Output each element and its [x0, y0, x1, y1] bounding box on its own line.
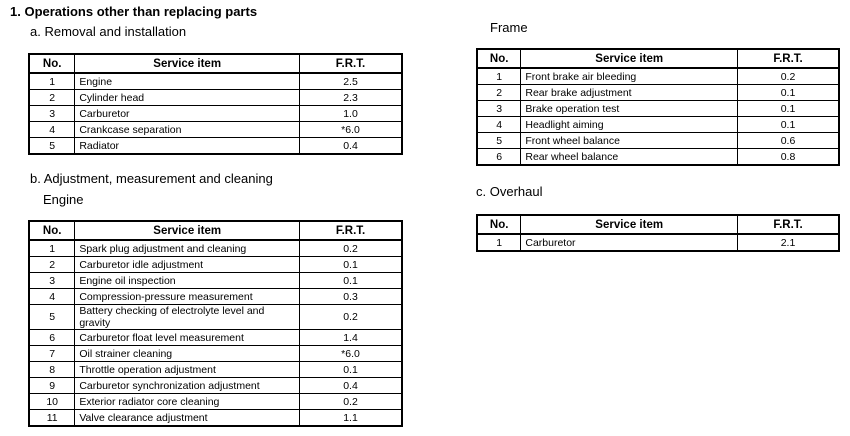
frt-value: 0.2: [738, 68, 839, 85]
row-number: 11: [29, 410, 75, 427]
frt-value: 2.5: [300, 73, 403, 90]
frt-value: 0.4: [300, 378, 402, 394]
column-header: Service item: [75, 221, 300, 240]
table-row: [477, 68, 839, 85]
row-number: 6: [29, 330, 75, 346]
row-number: 4: [477, 117, 521, 133]
service-item: Battery checking of electrolyte level and gravity: [75, 305, 300, 330]
table-row: [29, 257, 402, 273]
removal-table: [28, 53, 403, 155]
table-row: [477, 234, 839, 251]
row-number: 9: [29, 378, 75, 394]
column-header: Service item: [521, 49, 738, 68]
row-number: 8: [29, 362, 75, 378]
row-number: 1: [477, 234, 521, 251]
row-number: 1: [29, 240, 75, 257]
table-row: [29, 378, 402, 394]
table-row: [29, 394, 402, 410]
frt-value: 0.1: [300, 273, 402, 289]
service-item: Headlight aiming: [521, 117, 738, 133]
row-number: 2: [477, 85, 521, 101]
frt-value: 2.3: [300, 90, 403, 106]
table-row: [29, 90, 402, 106]
service-item: Cylinder head: [75, 90, 300, 106]
table-row: [29, 362, 402, 378]
column-header: F.R.T.: [300, 54, 403, 73]
table-row: [29, 73, 402, 90]
service-item: Radiator: [75, 138, 300, 155]
service-item: Front wheel balance: [521, 133, 738, 149]
frt-value: 0.2: [300, 305, 402, 330]
overhaul-table: [476, 214, 840, 252]
table-row: [29, 106, 402, 122]
service-item: Carburetor synchronization adjustment: [75, 378, 300, 394]
table-row: [29, 273, 402, 289]
frt-value: 0.8: [738, 149, 839, 166]
service-item: Carburetor float level measurement: [75, 330, 300, 346]
frt-value: 2.1: [738, 234, 839, 251]
engine-adjustment-table: [28, 220, 403, 427]
table-row: [477, 133, 839, 149]
frt-value: 0.1: [738, 101, 839, 117]
row-number: 3: [29, 106, 75, 122]
table-row: [29, 346, 402, 362]
section-heading: 1. Operations other than replacing parts: [10, 4, 258, 19]
frt-value: 0.4: [300, 138, 403, 155]
service-item: Brake operation test: [521, 101, 738, 117]
column-header: No.: [477, 49, 521, 68]
frt-value: 0.1: [300, 257, 402, 273]
service-item: Throttle operation adjustment: [75, 362, 300, 378]
row-number: 1: [29, 73, 75, 90]
table-row: [477, 85, 839, 101]
service-item: Rear wheel balance: [521, 149, 738, 166]
row-number: 5: [29, 305, 75, 330]
row-number: 5: [29, 138, 75, 155]
engine-subheading: Engine: [43, 192, 84, 207]
service-item: Valve clearance adjustment: [75, 410, 300, 427]
table-row: [477, 117, 839, 133]
table-header-row: [477, 215, 839, 234]
service-item: Engine oil inspection: [75, 273, 300, 289]
row-number: 10: [29, 394, 75, 410]
service-item: Carburetor idle adjustment: [75, 257, 300, 273]
frt-value: 0.2: [300, 240, 402, 257]
frt-value: *6.0: [300, 346, 402, 362]
table-header-row: [29, 221, 402, 240]
service-item: Rear brake adjustment: [521, 85, 738, 101]
column-header: No.: [477, 215, 521, 234]
frt-value: 1.1: [300, 410, 402, 427]
frame-table: [476, 48, 840, 166]
row-number: 2: [29, 90, 75, 106]
column-header: F.R.T.: [738, 49, 839, 68]
service-item: Oil strainer cleaning: [75, 346, 300, 362]
frt-value: *6.0: [300, 122, 403, 138]
service-item: Spark plug adjustment and cleaning: [75, 240, 300, 257]
table-row: [29, 289, 402, 305]
table-row: [477, 149, 839, 166]
frt-value: 1.4: [300, 330, 402, 346]
service-item: Crankcase separation: [75, 122, 300, 138]
table-row: [29, 330, 402, 346]
table-header-row: [29, 54, 402, 73]
row-number: 3: [477, 101, 521, 117]
table-row: [477, 101, 839, 117]
table-row: [29, 410, 402, 427]
service-item: Front brake air bleeding: [521, 68, 738, 85]
row-number: 6: [477, 149, 521, 166]
row-number: 3: [29, 273, 75, 289]
service-item: Carburetor: [75, 106, 300, 122]
row-number: 5: [477, 133, 521, 149]
service-item: Compression-pressure measurement: [75, 289, 300, 305]
row-number: 4: [29, 289, 75, 305]
frt-value: 0.1: [738, 117, 839, 133]
table-header-row: [477, 49, 839, 68]
frt-value: 0.2: [300, 394, 402, 410]
column-header: F.R.T.: [300, 221, 402, 240]
service-item: Engine: [75, 73, 300, 90]
service-item: Exterior radiator core cleaning: [75, 394, 300, 410]
frt-value: 1.0: [300, 106, 403, 122]
frt-value: 0.3: [300, 289, 402, 305]
table-row: [29, 305, 402, 330]
row-number: 7: [29, 346, 75, 362]
column-header: F.R.T.: [738, 215, 839, 234]
frame-heading: Frame: [490, 20, 528, 35]
frt-value: 0.1: [738, 85, 839, 101]
service-item: Carburetor: [521, 234, 738, 251]
row-number: 1: [477, 68, 521, 85]
frt-value: 0.1: [300, 362, 402, 378]
table-row: [29, 240, 402, 257]
table-row: [29, 138, 402, 155]
row-number: 4: [29, 122, 75, 138]
adjustment-heading: b. Adjustment, measurement and cleaning: [30, 171, 273, 186]
column-header: Service item: [75, 54, 300, 73]
removal-heading: a. Removal and installation: [30, 24, 187, 39]
column-header: Service item: [521, 215, 738, 234]
frt-value: 0.6: [738, 133, 839, 149]
table-row: [29, 122, 402, 138]
overhaul-heading: c. Overhaul: [476, 184, 543, 199]
column-header: No.: [29, 221, 75, 240]
row-number: 2: [29, 257, 75, 273]
column-header: No.: [29, 54, 75, 73]
